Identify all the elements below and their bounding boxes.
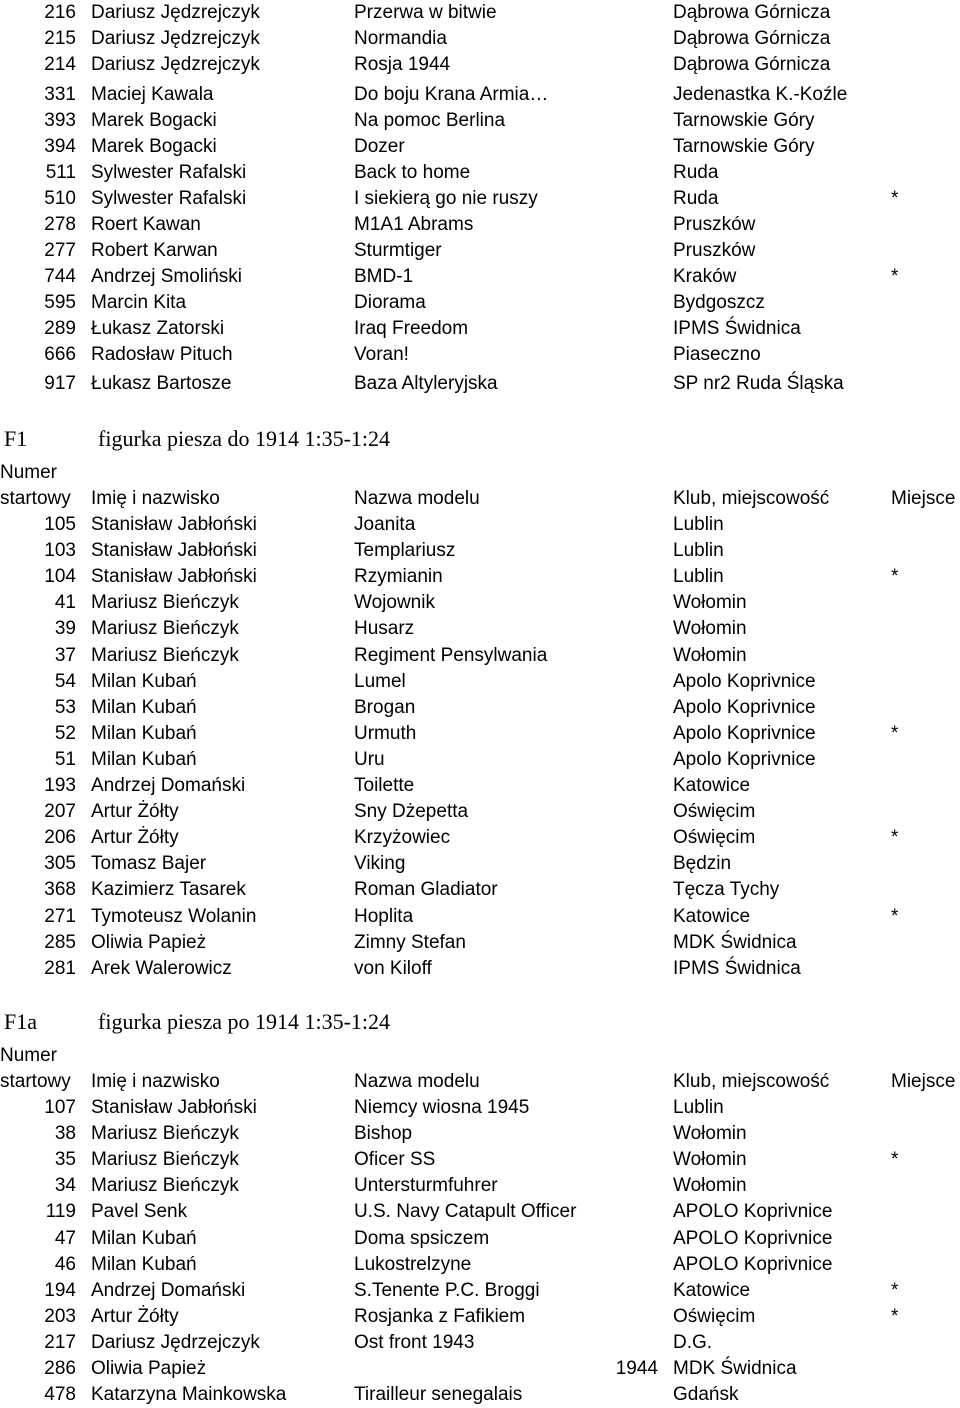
start-number: 285 (44, 932, 76, 953)
start-number: 277 (44, 240, 76, 261)
table-row (0, 799, 960, 825)
column-header-name: Imię i nazwisko (91, 1071, 220, 1092)
participant-name: Dariusz Jędzrejczyk (91, 54, 260, 75)
start-number: 215 (44, 28, 76, 49)
model-name: Wojownik (354, 592, 435, 613)
model-name: Doma spsiczem (354, 1228, 490, 1249)
column-header-model: Nazwa modelu (354, 488, 480, 509)
table-row (0, 1304, 960, 1330)
club-city: Bydgoszcz (673, 292, 765, 313)
club-city: Lublin (673, 514, 724, 535)
table-row (0, 825, 960, 851)
participant-name: Kazimierz Tasarek (91, 879, 246, 900)
section-heading (0, 1006, 960, 1038)
table-row (0, 1199, 960, 1225)
table-row (0, 877, 960, 903)
model-name: Przerwa w bitwie (354, 2, 497, 23)
club-city: Piaseczno (673, 344, 761, 365)
table-row (0, 747, 960, 773)
start-number: 47 (54, 1228, 76, 1249)
participant-name: Milan Kubań (91, 749, 197, 770)
club-city: Tarnowskie Góry (673, 110, 815, 131)
start-number: 107 (44, 1097, 76, 1118)
place-mark: * (891, 906, 899, 927)
participant-name: Radosław Pituch (91, 344, 233, 365)
model-name: Na pomoc Berlina (354, 110, 506, 131)
participant-name: Stanisław Jabłoński (91, 566, 257, 587)
model-name: Viking (354, 853, 406, 874)
start-number: 478 (44, 1384, 76, 1405)
model-name: I siekierą go nie ruszy (354, 188, 538, 209)
table-row (0, 1226, 960, 1252)
club-city: Wołomin (673, 1149, 747, 1170)
participant-name: Mariusz Bieńczyk (91, 592, 239, 613)
participant-name: Marcin Kita (91, 292, 187, 313)
club-city: Oświęcim (673, 827, 756, 848)
table-row (0, 1252, 960, 1278)
place-mark: * (891, 827, 899, 848)
start-number: 595 (44, 292, 76, 313)
participant-name: Marek Bogacki (91, 136, 217, 157)
place-mark: * (891, 566, 899, 587)
column-header-number-line1: Numer (0, 1045, 58, 1066)
section-code: F1a (4, 1009, 37, 1034)
model-name: M1A1 Abrams (354, 214, 474, 235)
participant-name: Robert Karwan (91, 240, 218, 261)
model-name: Roman Gladiator (354, 879, 498, 900)
model-name: S.Tenente P.C. Broggi (354, 1280, 540, 1301)
column-header-row (0, 486, 960, 512)
model-name: Lumel (354, 671, 406, 692)
model-name: Diorama (354, 292, 426, 313)
table-row (0, 212, 960, 238)
club-city: Jedenastka K.-Koźle (673, 84, 848, 105)
participant-name: Mariusz Bieńczyk (91, 1175, 239, 1196)
column-header-number-line2: startowy (0, 488, 71, 509)
participant-name: Stanisław Jabłoński (91, 1097, 257, 1118)
club-city: MDK Świdnica (673, 1358, 797, 1379)
place-mark: * (891, 266, 899, 287)
model-name: Joanita (354, 514, 416, 535)
club-city: Apolo Koprivnice (673, 671, 816, 692)
start-number: 35 (54, 1149, 76, 1170)
table-row (0, 1356, 960, 1382)
club-city: Ruda (673, 162, 719, 183)
club-city: Apolo Koprivnice (673, 697, 816, 718)
club-city: IPMS Świdnica (673, 318, 801, 339)
table-row (0, 264, 960, 290)
participant-name: Tymoteusz Wolanin (91, 906, 257, 927)
table-row (0, 564, 960, 590)
model-name: Niemcy wiosna 1945 (354, 1097, 530, 1118)
model-name: Do boju Krana Armia… (354, 84, 549, 105)
section-heading (0, 423, 960, 455)
start-number: 203 (44, 1306, 76, 1327)
participant-name: Milan Kubań (91, 671, 197, 692)
start-number: 917 (44, 373, 76, 394)
table-row (0, 721, 960, 747)
table-row (0, 643, 960, 669)
start-number: 39 (54, 618, 76, 639)
start-number: 331 (44, 84, 76, 105)
column-header-row (0, 1069, 960, 1095)
table-row (0, 512, 960, 538)
participant-name: Katarzyna Mainkowska (91, 1384, 287, 1405)
start-number: 305 (44, 853, 76, 874)
table-row (0, 0, 960, 26)
participant-name: Artur Żółty (91, 1306, 179, 1327)
model-name: Bishop (354, 1123, 413, 1144)
participant-name: Mariusz Bieńczyk (91, 618, 239, 639)
table-row (0, 1095, 960, 1121)
model-name: Sturmtiger (354, 240, 442, 261)
start-number: 46 (54, 1254, 76, 1275)
table-row (0, 538, 960, 564)
column-header-model: Nazwa modelu (354, 1071, 480, 1092)
column-header-number-line1: Numer (0, 462, 58, 483)
participant-name: Mariusz Bieńczyk (91, 1149, 239, 1170)
participant-name: Dariusz Jędzrejczyk (91, 2, 260, 23)
model-name: Normandia (354, 28, 447, 49)
club-city: Wołomin (673, 618, 747, 639)
table-row (0, 904, 960, 930)
club-city: Wołomin (673, 1123, 747, 1144)
table-row (0, 108, 960, 134)
start-number: 207 (44, 801, 76, 822)
start-number: 289 (44, 318, 76, 339)
column-header-name: Imię i nazwisko (91, 488, 220, 509)
start-number: 52 (54, 723, 76, 744)
table-row (0, 371, 960, 397)
model-name: Dozer (354, 136, 405, 157)
participant-name: Mariusz Bieńczyk (91, 645, 239, 666)
club-city: Lublin (673, 1097, 724, 1118)
section-title: figurka piesza po 1914 1:35-1:24 (98, 1009, 391, 1034)
start-number: 53 (54, 697, 76, 718)
table-row (0, 1278, 960, 1304)
participant-name: Andrzej Domański (91, 775, 246, 796)
start-number: 271 (44, 906, 76, 927)
model-name: Urmuth (354, 723, 417, 744)
place-mark: * (891, 1280, 899, 1301)
table-row (0, 1121, 960, 1147)
club-city: Lublin (673, 540, 724, 561)
start-number: 103 (44, 540, 76, 561)
participant-name: Artur Żółty (91, 827, 179, 848)
participant-name: Stanisław Jabłoński (91, 540, 257, 561)
club-city: MDK Świdnica (673, 932, 797, 953)
start-number: 37 (54, 645, 76, 666)
column-header-club: Klub, miejscowość (673, 1071, 830, 1092)
club-city: Dąbrowa Górnicza (673, 54, 831, 75)
start-number: 281 (44, 958, 76, 979)
club-city: Oświęcim (673, 1306, 756, 1327)
participant-name: Arek Walerowicz (91, 958, 232, 979)
section-title: figurka piesza do 1914 1:35-1:24 (98, 426, 391, 451)
club-city: Tęcza Tychy (673, 879, 780, 900)
table-row (0, 52, 960, 78)
start-number: 34 (54, 1175, 76, 1196)
start-number: 51 (54, 749, 76, 770)
participant-name: Tomasz Bajer (91, 853, 207, 874)
table-row (0, 669, 960, 695)
column-header-place: Miejsce (891, 1071, 956, 1092)
model-year: 1944 (615, 1358, 658, 1379)
model-name: Sny Dżepetta (354, 801, 469, 822)
start-number: 54 (54, 671, 76, 692)
participant-name: Artur Żółty (91, 801, 179, 822)
table-row (0, 1382, 960, 1408)
club-city: Kraków (673, 266, 737, 287)
table-row (0, 186, 960, 212)
model-name: Ost front 1943 (354, 1332, 475, 1353)
model-name: Krzyżowiec (354, 827, 451, 848)
club-city: Apolo Koprivnice (673, 723, 816, 744)
participant-name: Stanisław Jabłoński (91, 514, 257, 535)
table-row (0, 851, 960, 877)
participant-name: Dariusz Jędrzejczyk (91, 1332, 260, 1353)
start-number: 119 (45, 1201, 76, 1222)
section-code: F1 (4, 426, 28, 451)
start-number: 511 (45, 162, 76, 183)
model-name: Regiment Pensylwania (354, 645, 548, 666)
club-city: Ruda (673, 188, 719, 209)
model-name: Husarz (354, 618, 415, 639)
model-name: Uru (354, 749, 385, 770)
club-city: Gdańsk (673, 1384, 739, 1405)
participant-name: Oliwia Papież (91, 932, 207, 953)
column-header-place: Miejsce (891, 488, 956, 509)
model-name: Rzymianin (354, 566, 443, 587)
place-mark: * (891, 1306, 899, 1327)
club-city: APOLO Koprivnice (673, 1201, 833, 1222)
start-number: 214 (44, 54, 76, 75)
table-row (0, 26, 960, 52)
model-name: Tirailleur senegalais (354, 1384, 523, 1405)
start-number: 41 (54, 592, 76, 613)
club-city: Wołomin (673, 1175, 747, 1196)
participant-name: Roert Kawan (91, 214, 201, 235)
club-city: D.G. (673, 1332, 713, 1353)
club-city: Będzin (673, 853, 732, 874)
model-name: BMD-1 (354, 266, 414, 287)
club-city: APOLO Koprivnice (673, 1254, 833, 1275)
model-name: Templariusz (354, 540, 456, 561)
start-number: 368 (44, 879, 76, 900)
participant-name: Andrzej Smoliński (91, 266, 242, 287)
table-row (0, 695, 960, 721)
club-city: Pruszków (673, 214, 756, 235)
club-city: SP nr2 Ruda Śląska (673, 373, 844, 394)
table-row (0, 1173, 960, 1199)
club-city: Oświęcim (673, 801, 756, 822)
start-number: 286 (44, 1358, 76, 1379)
model-name: Baza Altyleryjska (354, 373, 498, 394)
place-mark: * (891, 188, 899, 209)
table-row (0, 956, 960, 982)
participant-name: Sylwester Rafalski (91, 162, 247, 183)
start-number: 510 (44, 188, 76, 209)
table-row (0, 930, 960, 956)
start-number: 666 (44, 344, 76, 365)
start-number: 206 (44, 827, 76, 848)
club-city: Lublin (673, 566, 724, 587)
participant-name: Sylwester Rafalski (91, 188, 247, 209)
start-number: 217 (44, 1332, 76, 1353)
participant-name: Marek Bogacki (91, 110, 217, 131)
model-name: Brogan (354, 697, 416, 718)
participant-name: Dariusz Jędzrejczyk (91, 28, 260, 49)
club-city: Tarnowskie Góry (673, 136, 815, 157)
start-number: 193 (44, 775, 76, 796)
participant-name: Andrzej Domański (91, 1280, 246, 1301)
table-row (0, 616, 960, 642)
club-city: Pruszków (673, 240, 756, 261)
model-name: Voran! (354, 344, 409, 365)
table-row (0, 1330, 960, 1356)
table-row (0, 773, 960, 799)
place-mark: * (891, 723, 899, 744)
participant-name: Pavel Senk (91, 1201, 188, 1222)
club-city: Apolo Koprivnice (673, 749, 816, 770)
club-city: Dąbrowa Górnicza (673, 2, 831, 23)
participant-name: Łukasz Zatorski (91, 318, 225, 339)
participant-name: Łukasz Bartosze (91, 373, 232, 394)
model-name: Oficer SS (354, 1149, 436, 1170)
model-name: Lukostrelzyne (354, 1254, 472, 1275)
column-header-club: Klub, miejscowość (673, 488, 830, 509)
model-name: Untersturmfuhrer (354, 1175, 498, 1196)
model-name: Rosjanka z Fafikiem (354, 1306, 526, 1327)
start-number: 393 (44, 110, 76, 131)
club-city: Wołomin (673, 592, 747, 613)
model-name: Back to home (354, 162, 471, 183)
model-name: Iraq Freedom (354, 318, 469, 339)
participant-name: Mariusz Bieńczyk (91, 1123, 239, 1144)
place-mark: * (891, 1149, 899, 1170)
table-row (0, 290, 960, 316)
table-row (0, 316, 960, 342)
start-number: 744 (44, 266, 76, 287)
club-city: Katowice (673, 906, 751, 927)
club-city: Katowice (673, 775, 751, 796)
club-city: Wołomin (673, 645, 747, 666)
table-row (0, 590, 960, 616)
club-city: APOLO Koprivnice (673, 1228, 833, 1249)
start-number: 394 (44, 136, 76, 157)
model-name: Zimny Stefan (354, 932, 466, 953)
table-row (0, 82, 960, 108)
model-name: Toilette (354, 775, 415, 796)
model-name: U.S. Navy Catapult Officer (354, 1201, 577, 1222)
model-name: von Kiloff (354, 958, 432, 979)
start-number: 278 (44, 214, 76, 235)
participant-name: Milan Kubań (91, 1254, 197, 1275)
start-number: 194 (44, 1280, 76, 1301)
table-row (0, 238, 960, 264)
club-city: Katowice (673, 1280, 751, 1301)
participant-name: Maciej Kawala (91, 84, 214, 105)
participant-name: Oliwia Papież (91, 1358, 207, 1379)
table-row (0, 134, 960, 160)
club-city: Dąbrowa Górnicza (673, 28, 831, 49)
club-city: IPMS Świdnica (673, 958, 801, 979)
participant-name: Milan Kubań (91, 1228, 197, 1249)
table-row (0, 160, 960, 186)
table-row (0, 342, 960, 368)
participant-name: Milan Kubań (91, 697, 197, 718)
start-number: 38 (54, 1123, 76, 1144)
start-number: 105 (44, 514, 76, 535)
column-header-number-line2: startowy (0, 1071, 71, 1092)
model-name: Rosja 1944 (354, 54, 451, 75)
start-number: 104 (44, 566, 76, 587)
table-row (0, 1147, 960, 1173)
participant-name: Milan Kubań (91, 723, 197, 744)
start-number: 216 (44, 2, 76, 23)
model-name: Hoplita (354, 906, 414, 927)
